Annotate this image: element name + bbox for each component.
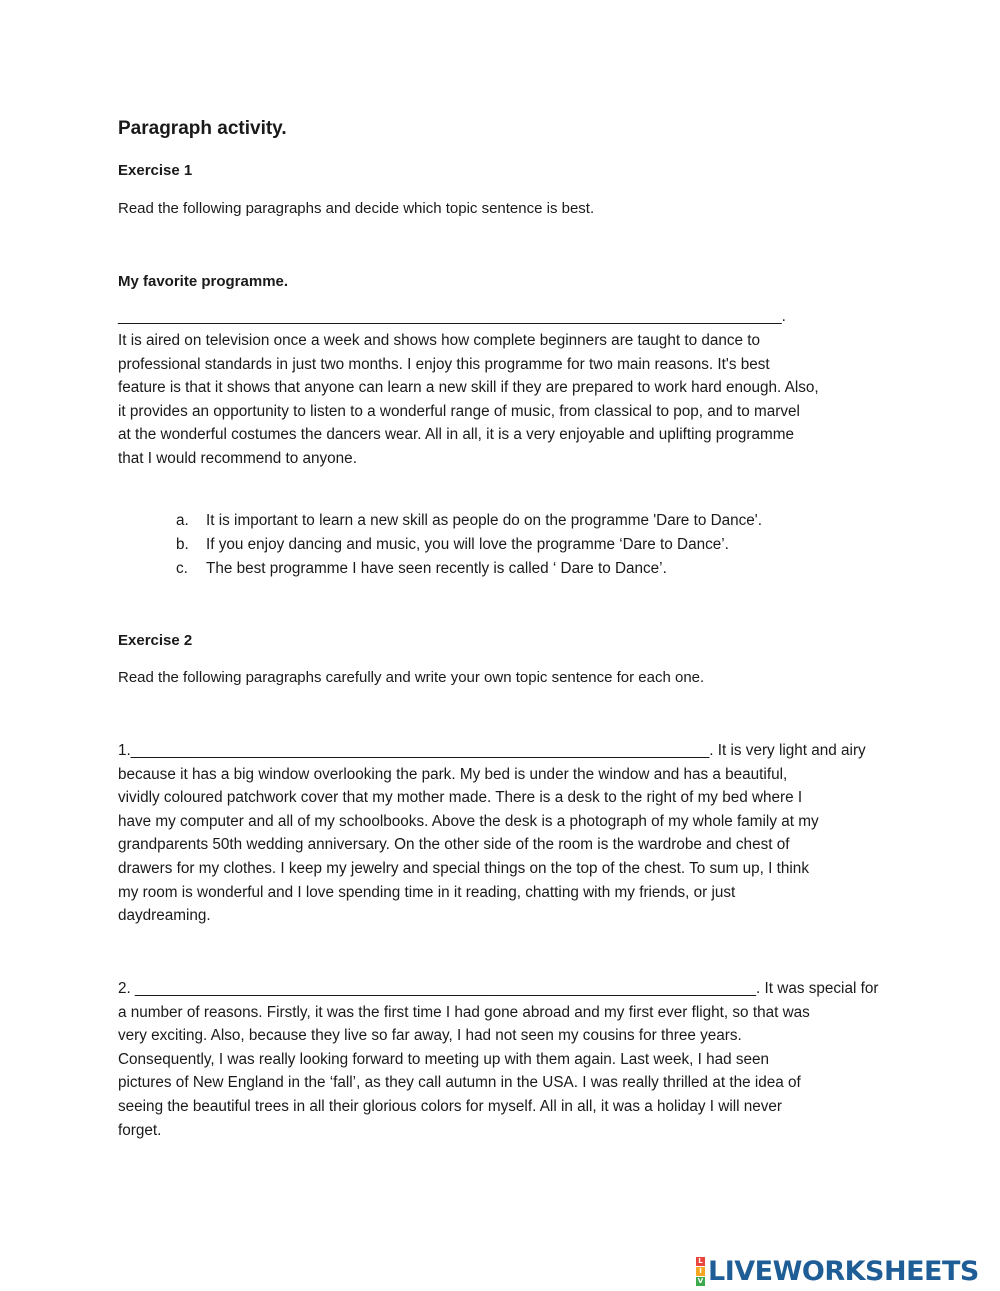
paragraph-line: forget. bbox=[118, 1121, 162, 1139]
paragraph-line: that I would recommend to anyone. bbox=[118, 449, 357, 467]
logo-block: V bbox=[697, 1276, 704, 1285]
paragraph-line: seeing the beautiful trees in all their glorious colors for myself. All in all, it was a holiday I will never bbox=[118, 1097, 783, 1115]
paragraph-line: at the wonderful costumes the dancers wear. All in all, it is a very enjoyable and uplifting programme bbox=[118, 426, 794, 444]
option-text: The best programme I have seen recently is called ‘ Dare to Dance’. bbox=[206, 560, 667, 577]
option-letter: a. bbox=[176, 512, 189, 529]
paragraph-line: It is aired on television once a week and shows how complete beginners are taught to dance to bbox=[118, 332, 761, 349]
paragraph-line-with-blank[interactable]: 2. _________________________________________________________________________. It was special for bbox=[118, 980, 879, 997]
answer-options bbox=[176, 509, 762, 581]
logo-block: L bbox=[696, 1257, 705, 1266]
paragraph-line: Consequently, I was really looking forward to meeting up with them again. Last week, I had seen bbox=[118, 1050, 770, 1068]
paragraph-line: feature is that it shows that anyone can learn a new skill if they are prepared to work hard enough. Also, bbox=[118, 379, 819, 397]
option-text: It is important to learn a new skill as people do on the programme 'Dare to Dance'. bbox=[206, 512, 762, 529]
paragraph-line: have my computer and all of my schoolbooks. Above the desk is a photograph of my whole family at my bbox=[118, 812, 819, 830]
logo-block: I bbox=[696, 1267, 705, 1276]
paragraph-line: vividly coloured patchwork cover that my mother made. There is a desk to the right of my bed where I bbox=[118, 789, 803, 807]
liveworksheets-logo bbox=[696, 1254, 979, 1288]
exercise-2-paragraph-2 bbox=[118, 977, 888, 1142]
exercise-2-heading: Exercise 2 bbox=[118, 632, 193, 649]
logo-text: LIVEWORKSHEETS bbox=[708, 1255, 979, 1287]
paragraph-line: professional standards in just two months. I enjoy this programme for two main reasons. It's best bbox=[118, 355, 770, 373]
page-title: Paragraph activity. bbox=[118, 118, 287, 139]
option-letter: b. bbox=[176, 536, 189, 553]
paragraph-line: grandparents 50th wedding anniversary. On the other side of the room is the wardrobe and chest of bbox=[118, 836, 790, 854]
option-c[interactable] bbox=[176, 557, 762, 581]
option-letter: c. bbox=[176, 560, 188, 577]
option-text: If you enjoy dancing and music, you will love the programme ‘Dare to Dance’. bbox=[206, 536, 729, 553]
paragraph-line: drawers for my clothes. I keep my jewelry and special things on the top of the chest. To sum up, I think bbox=[118, 859, 809, 877]
option-b[interactable] bbox=[176, 533, 762, 557]
paragraph-line: very exciting. Also, because they live so far away, I had not seen my cousins for three years. bbox=[118, 1027, 742, 1045]
exercise-1-heading: Exercise 1 bbox=[118, 162, 193, 179]
paragraph-line-with-blank[interactable]: 1.____________________________________________________________________. It is very light and airy bbox=[118, 742, 866, 759]
paragraph-line: a number of reasons. Firstly, it was the first time I had gone abroad and my first ever flight, so that was bbox=[118, 1003, 810, 1021]
paragraph-line: my room is wonderful and I love spending time in it reading, chatting with my friends, or just bbox=[118, 883, 736, 901]
logo-blocks-icon bbox=[696, 1257, 705, 1286]
paragraph-line: pictures of New England in the ‘fall’, as they call autumn in the USA. I was really thrilled at the idea of bbox=[118, 1074, 801, 1092]
exercise-1-instruction: Read the following paragraphs and decide which topic sentence is best. bbox=[118, 200, 595, 217]
topic-sentence-blank[interactable]: ______________________________________________________________________________. bbox=[118, 308, 786, 325]
exercise-2-instruction: Read the following paragraphs carefully and write your own topic sentence for each one. bbox=[118, 669, 705, 686]
exercise-1-subheading: My favorite programme. bbox=[118, 273, 289, 290]
paragraph-line: daydreaming. bbox=[118, 907, 211, 925]
exercise-1-paragraph bbox=[118, 329, 888, 471]
exercise-2-paragraph-1 bbox=[118, 739, 888, 928]
paragraph-line: because it has a big window overlooking the park. My bed is under the window and has a beautiful, bbox=[118, 765, 788, 783]
option-a[interactable] bbox=[176, 509, 762, 533]
paragraph-line: it provides an opportunity to listen to a wonderful range of music, from classical to pop, and to marvel bbox=[118, 402, 800, 420]
